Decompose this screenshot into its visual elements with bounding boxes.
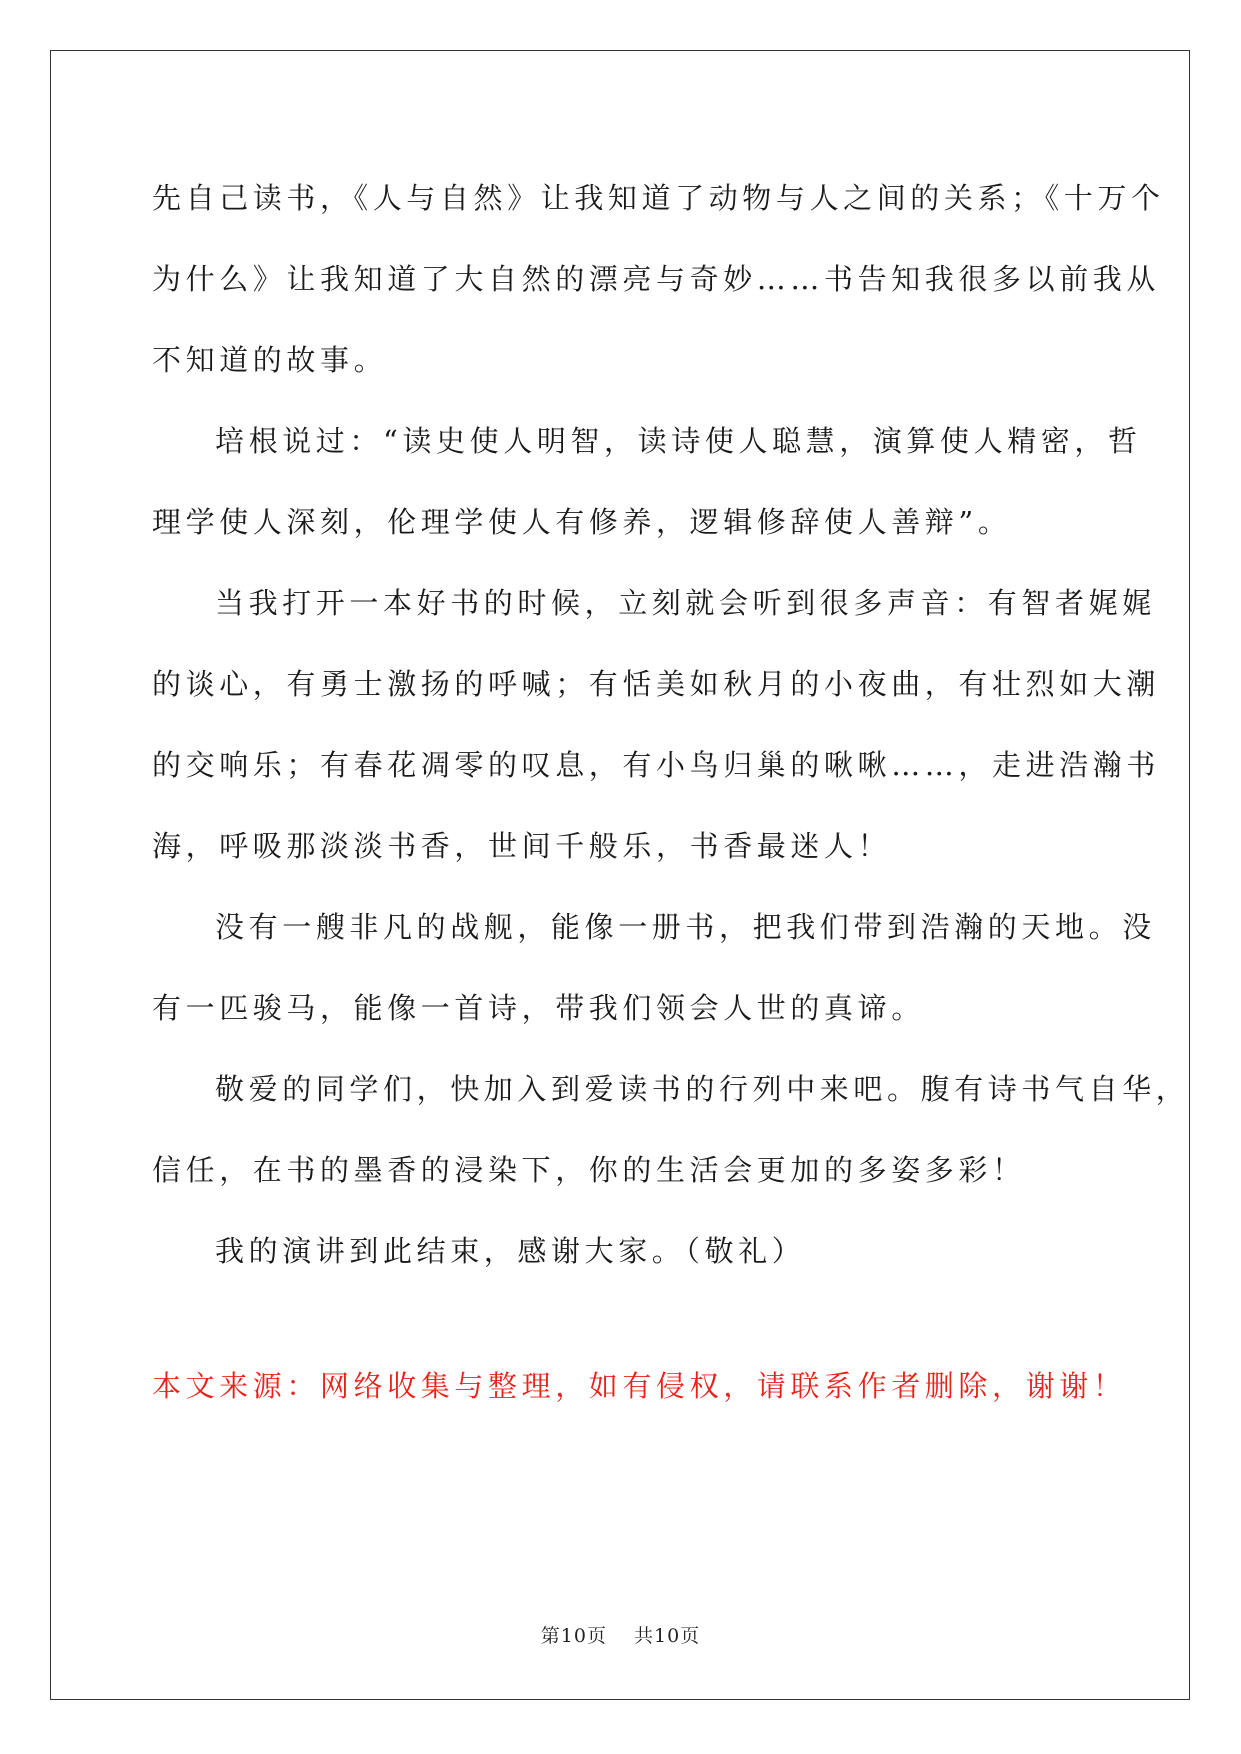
page-number: 第10页 xyxy=(540,1625,607,1647)
source-note: 本文来源：网络收集与整理，如有侵权，请联系作者删除，谢谢！ xyxy=(152,1369,1127,1403)
text-line: 培根说过：“读史使人明智，读诗使人聪慧，演算使人精密，哲 xyxy=(215,424,1142,458)
text-line: 当我打开一本好书的时候，立刻就会听到很多声音：有智者娓娓 xyxy=(215,586,1156,620)
text-line: 有一匹骏马，能像一首诗，带我们领会人世的真谛。 xyxy=(152,991,925,1025)
text-line: 先自己读书，《人与自然》让我知道了动物与人之间的关系；《十万个 xyxy=(152,181,1165,215)
paragraph xyxy=(152,158,1165,401)
text-line: 的交响乐；有春花凋零的叹息，有小鸟归巢的啾啾……，走进浩瀚书 xyxy=(152,748,1161,782)
paragraph xyxy=(152,563,1161,887)
paragraph xyxy=(152,1211,1092,1292)
paragraph xyxy=(152,1049,1190,1211)
text-line: 我的演讲到此结束，感谢大家。（敬礼） xyxy=(215,1234,806,1268)
text-line: 不知道的故事。 xyxy=(152,343,388,377)
paragraph xyxy=(152,401,1142,563)
document-body xyxy=(152,158,1190,1292)
page-total: 共10页 xyxy=(634,1625,701,1647)
text-line: 敬爱的同学们，快加入到爱读书的行列中来吧。腹有诗书气自华， xyxy=(215,1072,1190,1106)
text-line: 海，呼吸那淡淡书香，世间千般乐，书香最迷人！ xyxy=(152,829,892,863)
text-line: 为什么》让我知道了大自然的漂亮与奇妙……书告知我很多以前我从 xyxy=(152,262,1161,296)
text-line: 没有一艘非凡的战舰，能像一册书，把我们带到浩瀚的天地。没 xyxy=(215,910,1156,944)
text-line: 信任，在书的墨香的浸染下，你的生活会更加的多姿多彩！ xyxy=(152,1153,1026,1187)
text-line: 的谈心，有勇士激扬的呼喊；有恬美如秋月的小夜曲，有壮烈如大潮 xyxy=(152,667,1161,701)
page-footer xyxy=(0,1621,1241,1648)
text-line: 理学使人深刻，伦理学使人有修养，逻辑修辞使人善辩”。 xyxy=(152,505,1012,539)
paragraph xyxy=(152,887,1156,1049)
